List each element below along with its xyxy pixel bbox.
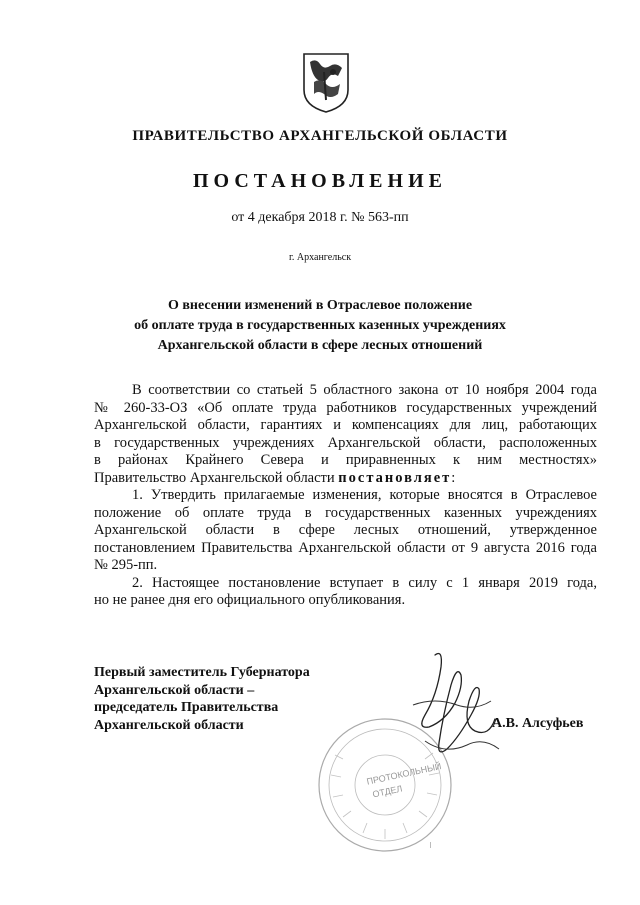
body-line: 2. Настоящее постановление вступает в силу с 1 января 2019 года, (132, 574, 597, 591)
resolution-word: постановляет (338, 469, 452, 486)
body-line: в государственных учреждениях Архангельской области, расположенных (94, 434, 597, 451)
document-body (94, 382, 597, 610)
stamp-text: ОТДЕЛ (371, 783, 404, 800)
document-date-number: от 4 декабря 2018 г. № 563-пп (231, 210, 409, 225)
body-line: 1. Утвердить прилагаемые изменения, которые вносятся в Отраслевое (132, 487, 597, 503)
document-title (0, 296, 640, 356)
scan-mark (430, 842, 431, 848)
stamp-text: ПРОТОКОЛЬНЫЙ (365, 761, 443, 787)
title-line: об оплате труда в государственных казенных учреждениях (134, 318, 506, 333)
body-line (94, 470, 597, 488)
government-title: ПРАВИТЕЛЬСТВО АРХАНГЕЛЬСКОЙ ОБЛАСТИ (132, 128, 508, 144)
body-text: : (451, 469, 456, 486)
title-line: Архангельской области в сфере лесных отношений (157, 338, 483, 353)
body-line: № 260-33-ОЗ «Об оплате труда работников государственных учреждений (94, 399, 597, 416)
body-line: но не ранее дня его официального опубликования. (94, 592, 406, 608)
signer-line: Архангельской области (94, 717, 244, 733)
document-type: ПОСТАНОВЛЕНИЕ (193, 170, 447, 192)
title-line: О внесении изменений в Отраслевое положение (167, 298, 473, 313)
signer-line: Архангельской области – (94, 682, 255, 698)
signer-name: А.В. Алсуфьев (492, 716, 584, 731)
coat-of-arms-icon (300, 52, 352, 114)
signer-position (94, 664, 310, 734)
body-line: положение об оплате труда в государственных казенных учреждениях (94, 504, 597, 521)
signer-line: Первый заместитель Губернатора (94, 665, 310, 680)
signer-line: председатель Правительства (94, 700, 279, 715)
document-city: г. Архангельск (288, 252, 352, 263)
body-line: В соответствии со статьей 5 областного закона от 10 ноября 2004 года (132, 382, 597, 398)
body-line: № 295-пп. (94, 557, 158, 573)
body-line: Архангельской области, гарантиях и компенсациях для лиц, работающих (94, 417, 597, 433)
body-line: постановлением Правительства Архангельской области от 9 августа 2016 года (94, 539, 597, 556)
body-text: Правительство Архангельской области (94, 469, 339, 486)
body-line: Архангельской области в сфере лесных отношений, утвержденное (94, 522, 597, 538)
body-line: в районах Крайнего Севера и приравненных к ним местностях» (94, 452, 597, 468)
handwritten-signature (395, 645, 505, 775)
